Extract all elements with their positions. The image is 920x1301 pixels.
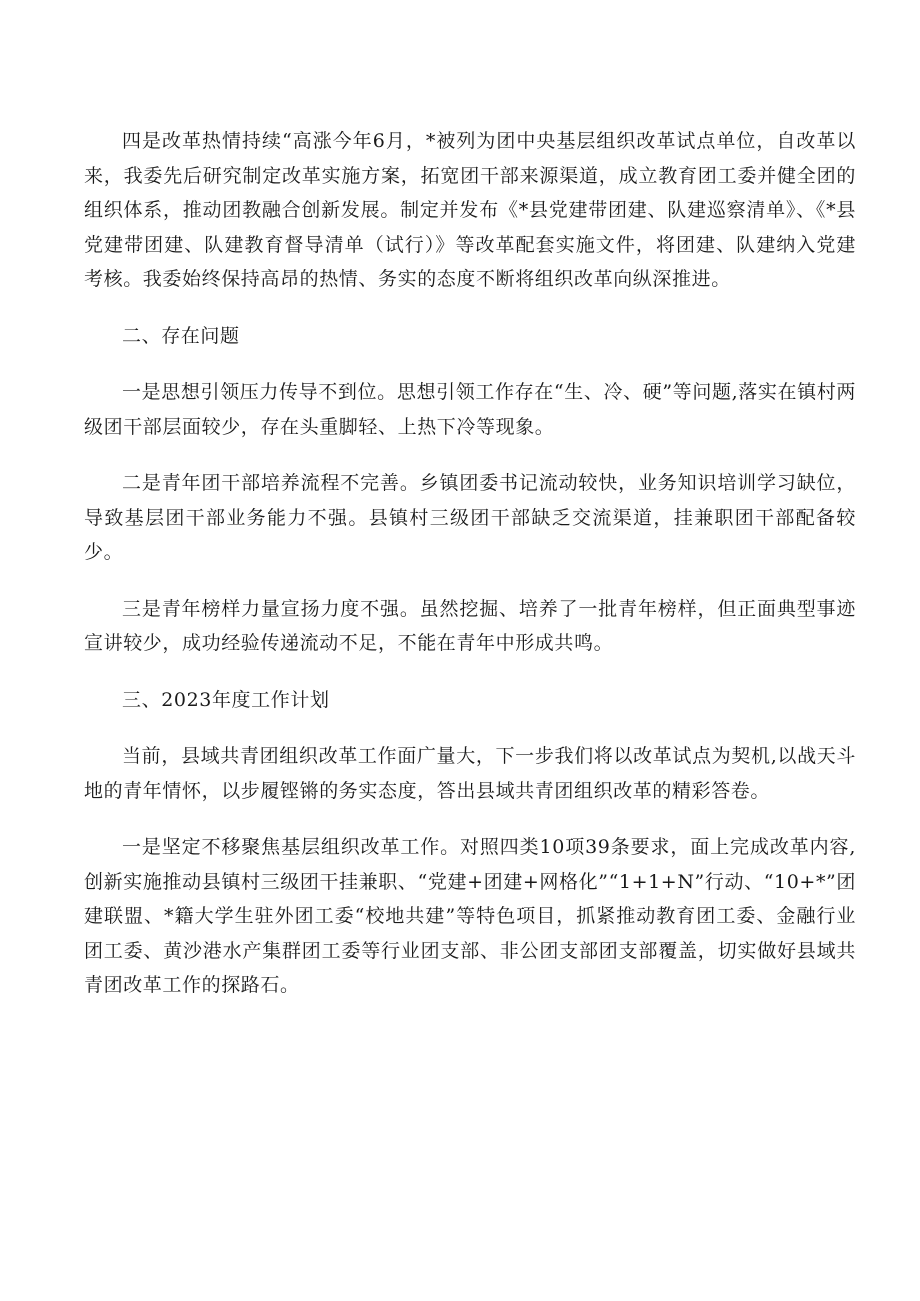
section-heading-2023-work-plan: 三、2023年度工作计划 (122, 688, 330, 711)
paragraph-grassroots-reform: 一是坚定不移聚焦基层组织改革工作。对照四类10项39条要求，面上完成改革内容,创新实施推动县镇村三级团干挂兼职、“党建+团建+网格化”“1+1+N”行动、“10+*”团建联盟、*籍大学生驻外团工委“校地共建”等特色项目，抓紧推动教育团工委、金融行业团工委、黄沙港水产集群团工委等行业团支部、非公团支部团支部覆盖，切实做好县域共青团改革工作的探路石。 (84, 836, 856, 996)
paragraph-cadre-training: 二是青年团干部培养流程不完善。乡镇团委书记流动较快，业务知识培训学习缺位，导致基层团干部业务能力不强。县镇村三级团干部缺乏交流渠道，挂兼职团干部配备较少。 (84, 472, 856, 563)
paragraph-reform-enthusiasm: 四是改革热情持续“高涨今年6月，*被列为团中央基层组织改革试点单位，自改革以来，我委先后研究制定改革实施方案，拓宽团干部来源渠道，成立教育团工委并健全团的组织体系，推动团教融合创新发展。制定并发布《*县党建带团建、队建巡察清单》、《*县党建带团建、队建教育督导清单（试行）》等改革配套实施文件，将团建、队建纳入党建考核。我委始终保持高昂的热情、务实的态度不断将组织改革向纵深推进。 (84, 130, 856, 290)
paragraph-youth-role-models: 三是青年榜样力量宣扬力度不强。虽然挖掘、培养了一批青年榜样，但正面典型事迹宣讲较少，成功经验传递流动不足，不能在青年中形成共鸣。 (84, 597, 856, 654)
paragraph-ideological-guidance: 一是思想引领压力传导不到位。思想引领工作存在“生、冷、硬”等问题,落实在镇村两级团干部层面较少，存在头重脚轻、上热下冷等现象。 (84, 381, 856, 438)
section-heading-existing-problems: 二、存在问题 (122, 324, 240, 347)
document-body (84, 124, 856, 1025)
paragraph-current-outlook: 当前，县域共青团组织改革工作面广量大，下一步我们将以改革试点为契机,以战天斗地的青年情怀，以步履铿锵的务实态度，答出县域共青团组织改革的精彩答卷。 (84, 745, 856, 802)
